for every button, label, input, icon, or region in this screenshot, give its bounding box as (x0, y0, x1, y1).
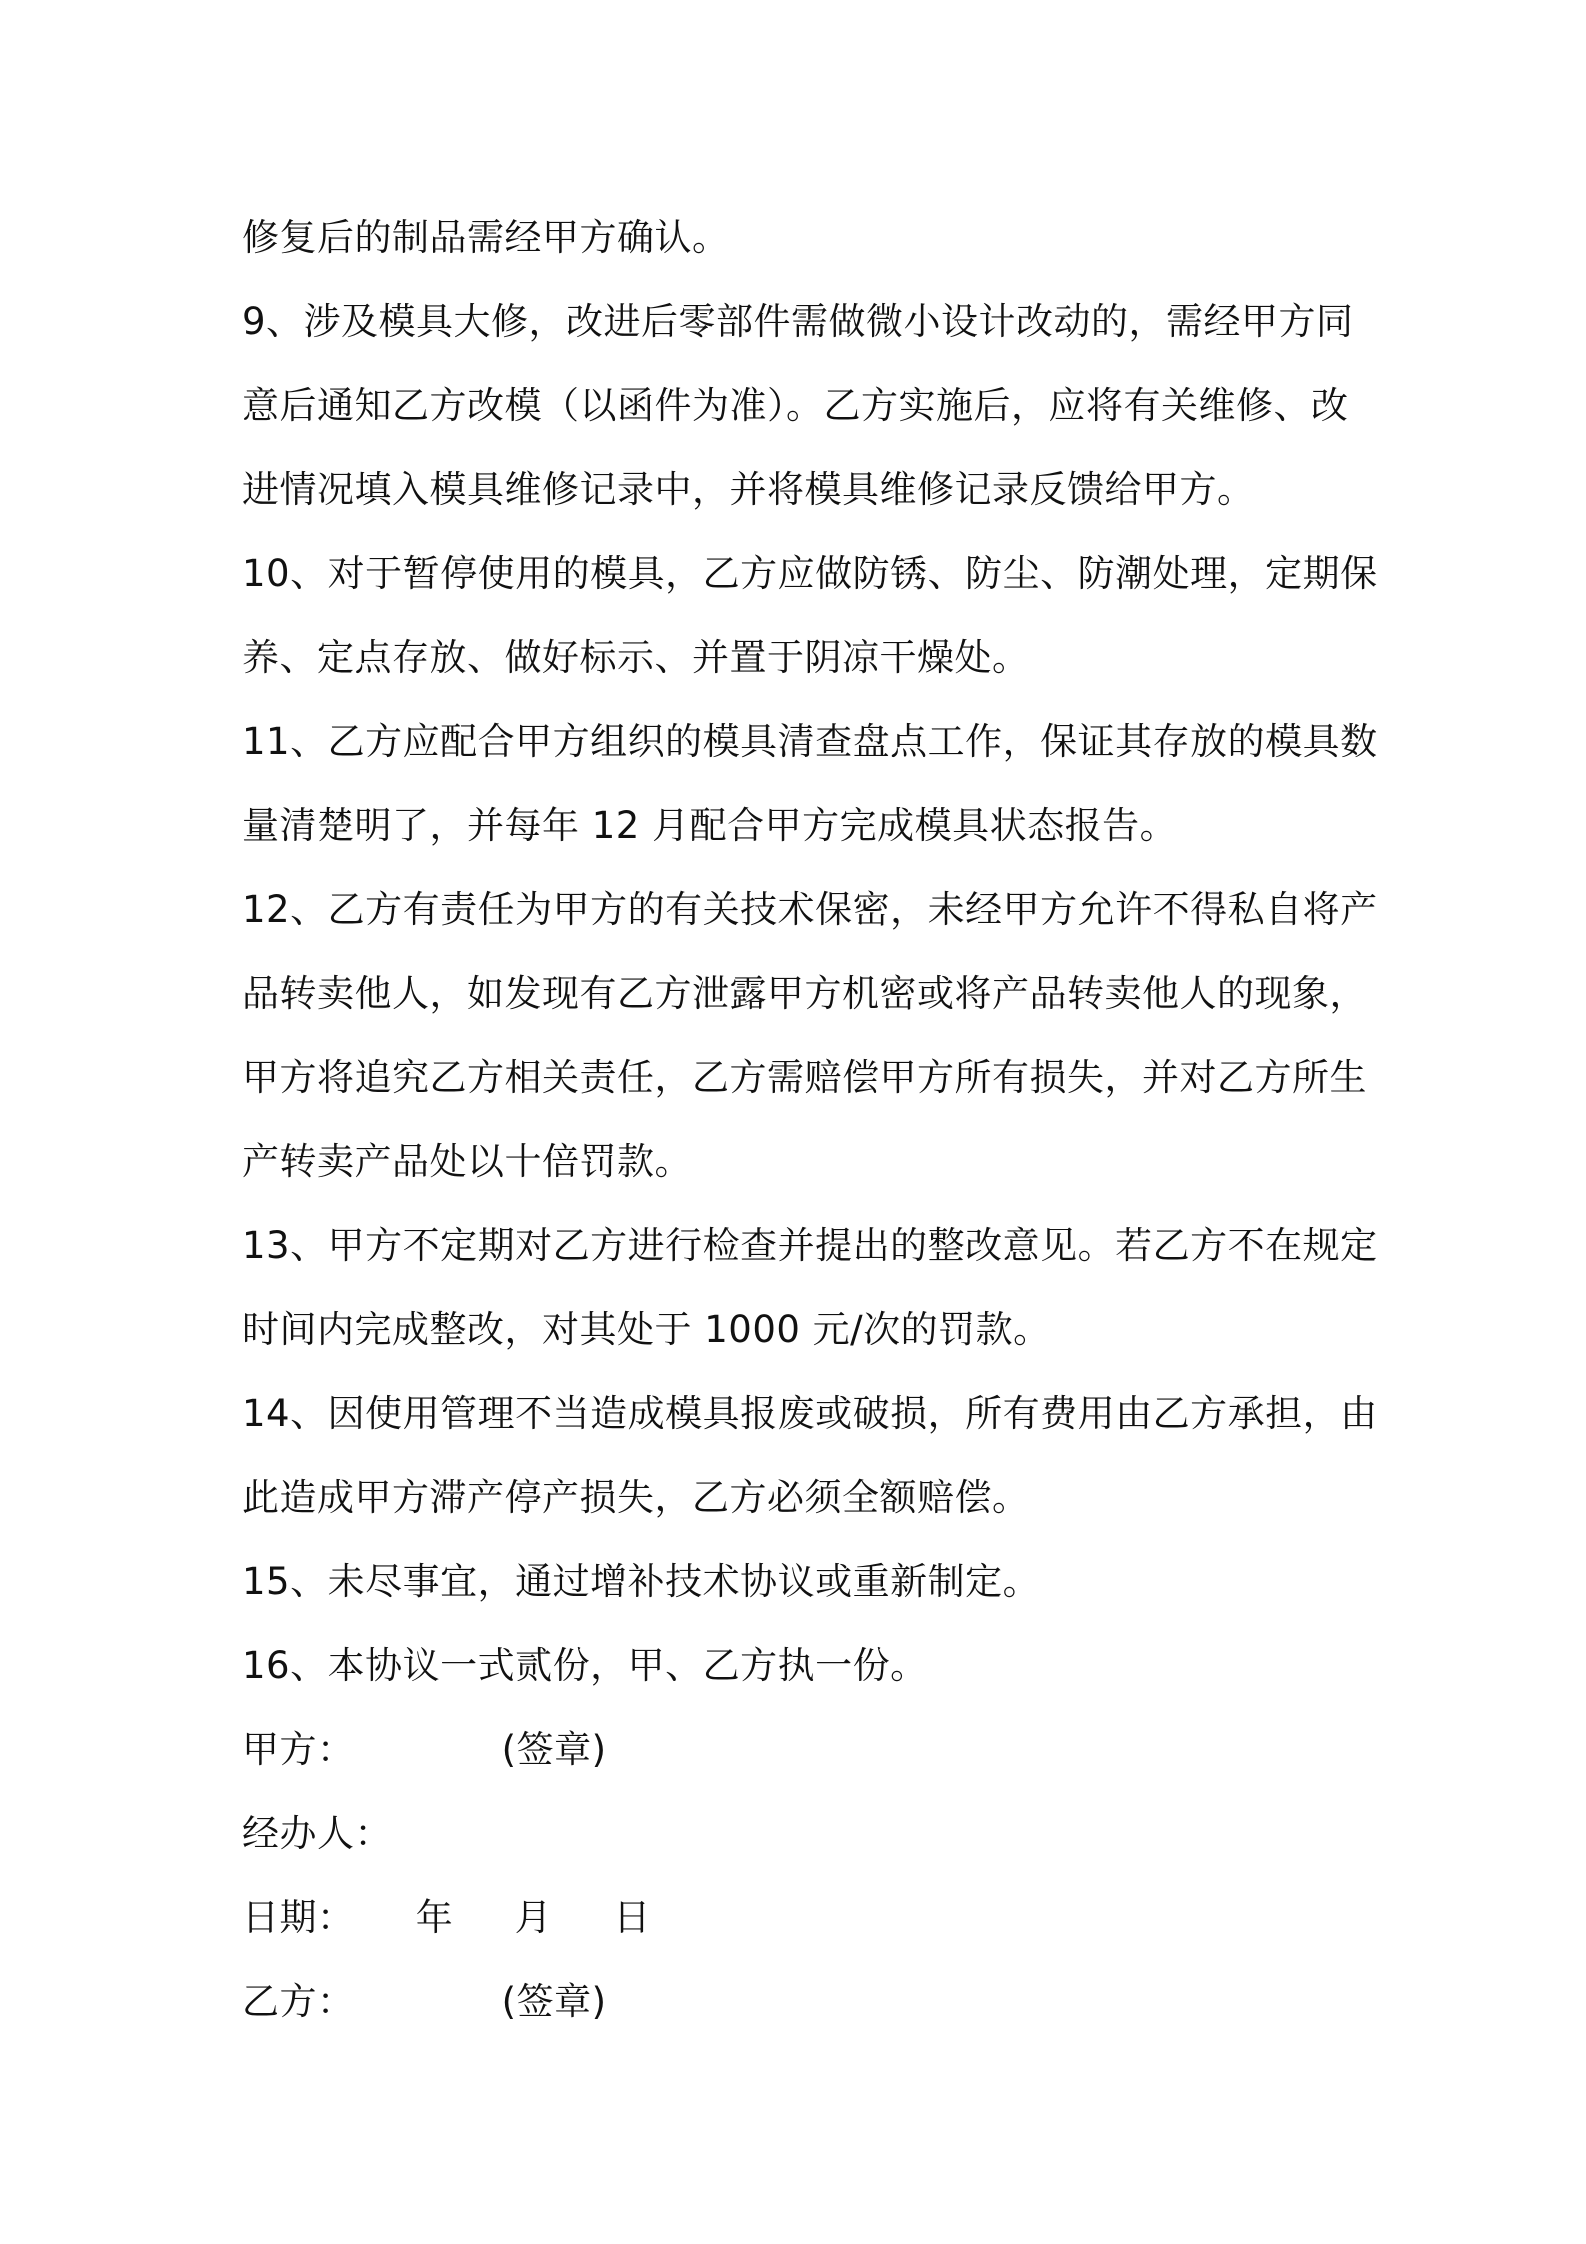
text-line: 养、定点存放、做好标示、并置于阴凉干燥处。 (242, 636, 1030, 679)
text-line: 此造成甲方滞产停产损失，乙方必须全额赔偿。 (242, 1476, 1030, 1519)
text-line: 10、对于暂停使用的模具，乙方应做防锈、防尘、防潮处理，定期保 (242, 552, 1378, 595)
document-body (242, 196, 1378, 2044)
text-line: 16、本协议一式贰份，甲、乙方执一份。 (242, 1644, 928, 1687)
text-line: 15、未尽事宜，通过增补技术协议或重新制定。 (242, 1560, 1041, 1603)
text-line: 意后通知乙方改模（以函件为准）。乙方实施后，应将有关维修、改 (242, 384, 1349, 427)
text-line: 9、涉及模具大修，改进后零部件需做微小设计改动的，需经甲方同 (242, 300, 1354, 343)
date-field: 日期： 年 月 日 (242, 1896, 651, 1939)
text-line: 14、因使用管理不当造成模具报废或破损，所有费用由乙方承担，由 (242, 1392, 1378, 1435)
text-line: 时间内完成整改，对其处于 1000 元/次的罚款。 (242, 1308, 1051, 1351)
text-line: 甲方将追究乙方相关责任，乙方需赔偿甲方所有损失，并对乙方所生 (242, 1056, 1367, 1099)
text-line: 11、乙方应配合甲方组织的模具清查盘点工作，保证其存放的模具数 (242, 720, 1378, 763)
text-line: 13、甲方不定期对乙方进行检查并提出的整改意见。若乙方不在规定 (242, 1224, 1378, 1267)
text-line: 量清楚明了，并每年 12 月配合甲方完成模具状态报告。 (242, 804, 1178, 847)
party-b-signature: 乙方： (签章) (242, 1980, 607, 2023)
handler-label: 经办人： (242, 1812, 392, 1855)
text-line: 进情况填入模具维修记录中，并将模具维修记录反馈给甲方。 (242, 468, 1255, 511)
text-line: 品转卖他人，如发现有乙方泄露甲方机密或将产品转卖他人的现象， (242, 972, 1367, 1015)
text-line: 修复后的制品需经甲方确认。 (242, 216, 730, 259)
text-line: 12、乙方有责任为甲方的有关技术保密，未经甲方允许不得私自将产 (242, 888, 1378, 931)
text-line: 产转卖产品处以十倍罚款。 (242, 1140, 692, 1183)
party-a-signature: 甲方： (签章) (242, 1728, 607, 1771)
